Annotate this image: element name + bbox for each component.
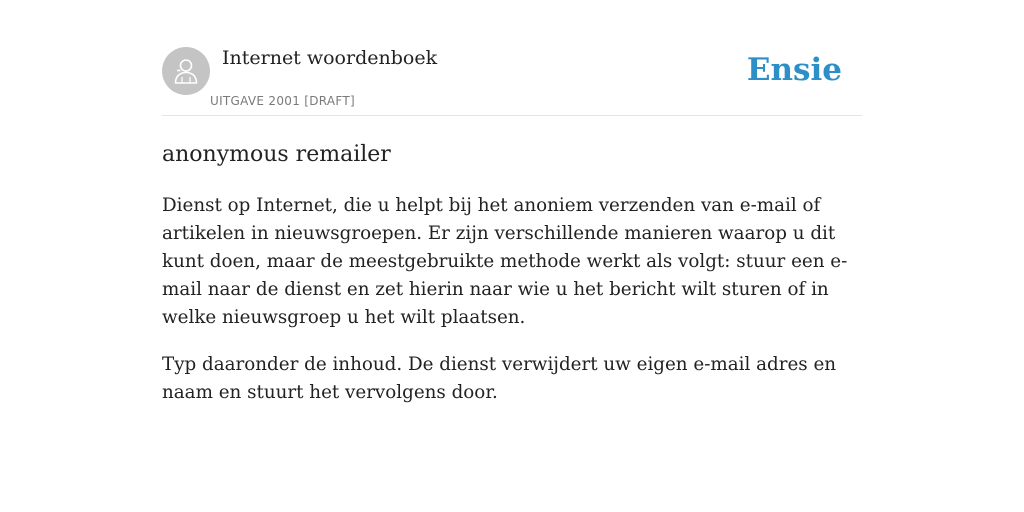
ensie-logo-link[interactable]: Ensie: [746, 52, 842, 88]
entry-definition: [162, 192, 862, 426]
definition-paragraph: Typ daaronder de inhoud. De dienst verwijdert uw eigen e-mail adres en naam en stuurt het vervolgens door.: [162, 354, 837, 403]
source-header: [162, 0, 862, 116]
edition-label: UITGAVE 2001 [DRAFT]: [210, 94, 356, 108]
user-icon: [171, 56, 201, 86]
content-container: [162, 0, 862, 403]
definition-paragraph: Dienst op Internet, die u helpt bij het anoniem verzenden van e-mail of artikelen in nieuwsgroepen. Er zijn verschillende manieren waarop u dit kunt doen, maar de meestgebruikte methode werkt als volgt: stuur een e-mail naar de dienst en zet hierin naar wie u het bericht wilt sturen of in welke nieuwsgroep u het wilt plaatsen.: [162, 195, 848, 328]
source-title[interactable]: Internet woordenboek: [222, 47, 438, 69]
source-avatar[interactable]: [162, 47, 210, 95]
entry-term: anonymous remailer: [162, 142, 391, 167]
